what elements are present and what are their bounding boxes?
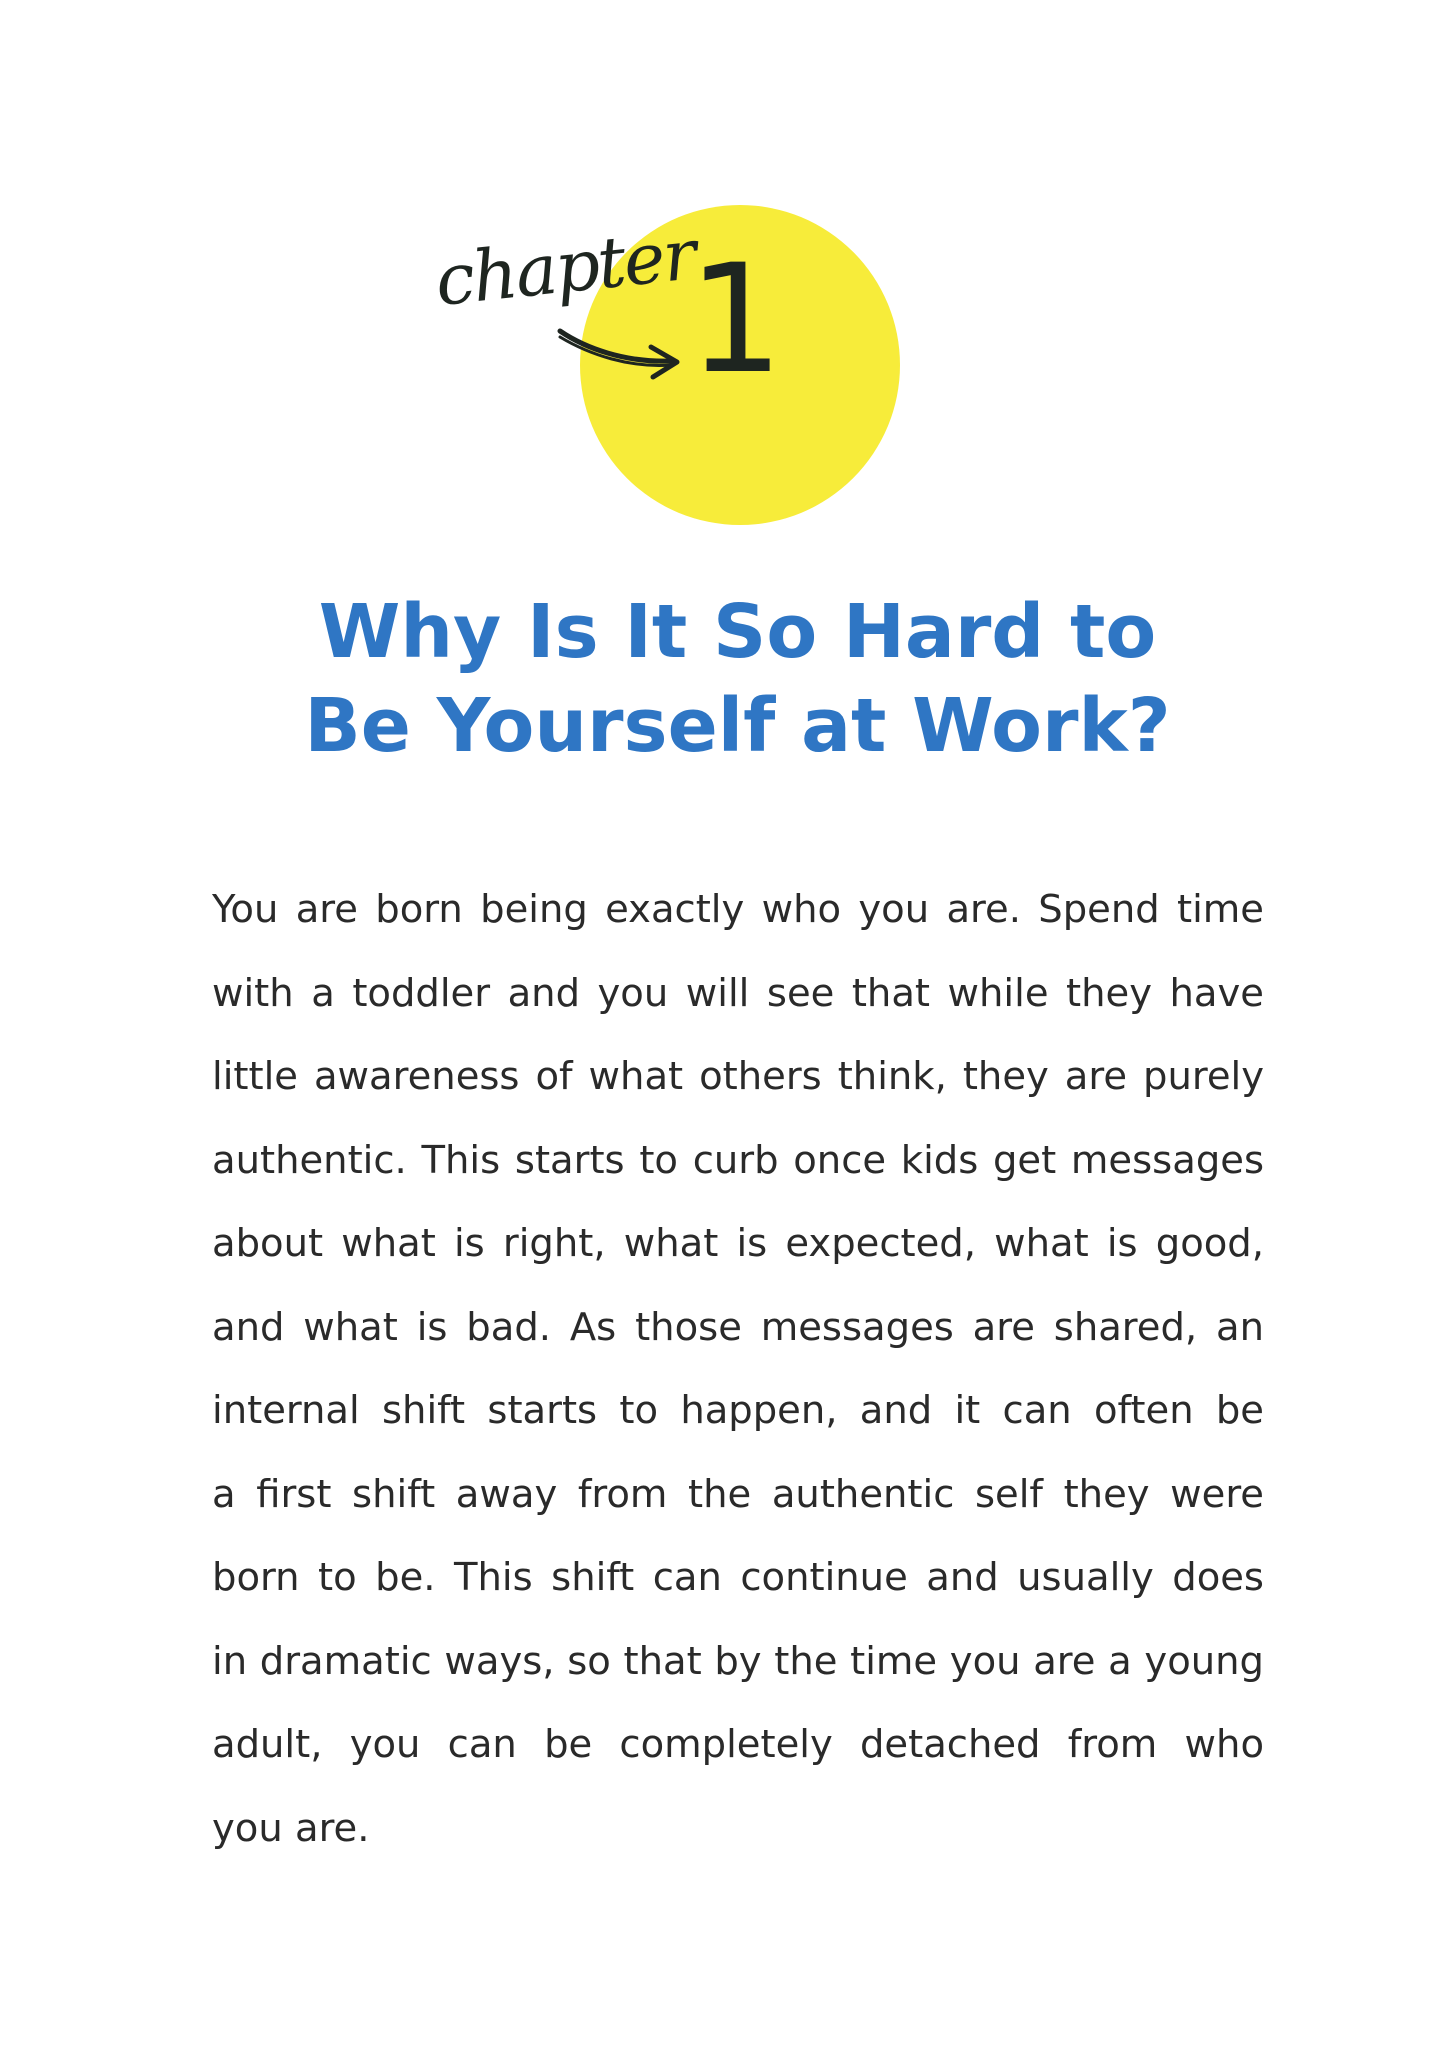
chapter-label: chapter (431, 213, 699, 322)
body-line: You are born being exactly who you are. Spend time (212, 887, 1264, 932)
chapter-title-line: Why Is It So Hard to (318, 589, 1157, 675)
body-line: authentic. This starts to curb once kids get messages (212, 1137, 1264, 1183)
chapter-title-line: Be Yourself at Work? (304, 683, 1171, 769)
body-line: born to be. This shift can continue and usually does (212, 1555, 1264, 1600)
body-paragraph (212, 868, 1264, 1870)
body-line: with a toddler and you will see that while they have (212, 970, 1264, 1016)
body-line: you are. (212, 1805, 370, 1851)
body-line: about what is right, what is expected, what is good, (212, 1221, 1264, 1266)
chapter-badge (420, 195, 920, 535)
body-line: little awareness of what others think, they are purely (212, 1054, 1264, 1099)
chapter-number: 1 (688, 233, 784, 407)
body-line: and what is bad. As those messages are shared, an (212, 1304, 1264, 1350)
body-line: a first shift away from the authentic self they were (212, 1471, 1264, 1517)
body-line: in dramatic ways, so that by the time you are a young (212, 1638, 1264, 1684)
body-line: adult, you can be completely detached from who (212, 1722, 1264, 1767)
arrow-icon (555, 313, 685, 383)
body-line: internal shift starts to happen, and it can often be (212, 1388, 1264, 1433)
chapter-title (160, 585, 1315, 773)
